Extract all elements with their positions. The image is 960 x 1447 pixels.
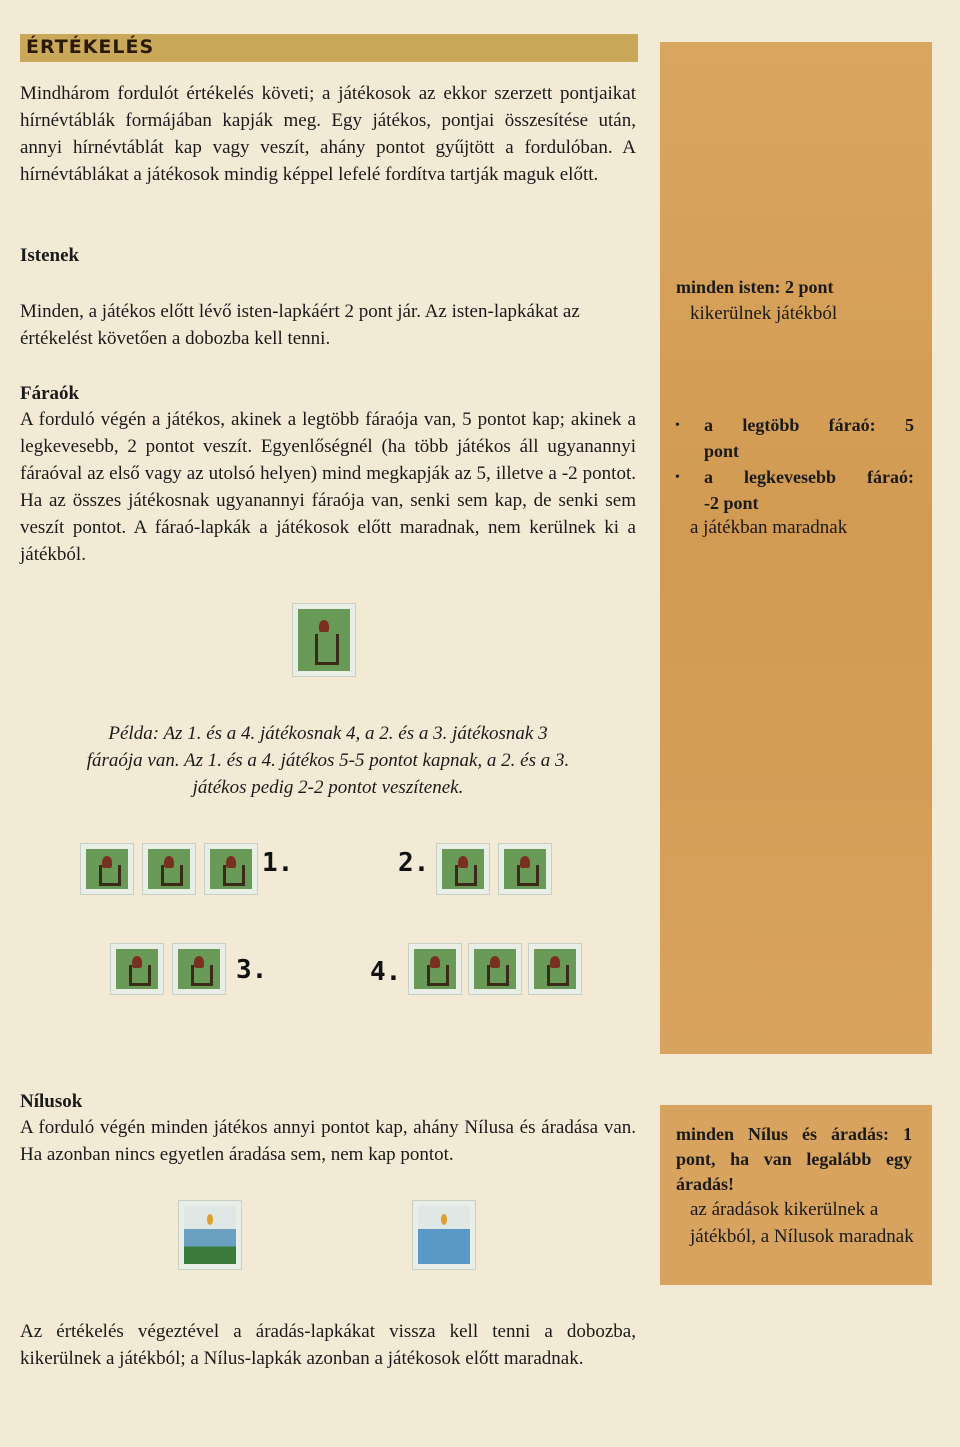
example-line-2: fáraója van. Az 1. és a 4. játékos 5-5 pontot kapnak, a 2. és a 3.	[86, 750, 570, 771]
pharaohs-side-note: a játékban maradnak	[690, 517, 848, 538]
intro-paragraph: Mindhárom fordulót értékelés követi; a játékosok az ekkor szerzett pontjaikat hírnévtáblák formájában kapják meg. Egy játékos, pontjai összesítése után, annyi hírnévtáblát kap vagy veszít, ahány pontot gyűjtött a fordulóban. A hírnévtáblákat a játékosok mindig képpel lefelé fordítva tartják maguk előtt.	[20, 83, 636, 185]
nile-heading: Nílusok	[20, 1091, 83, 1112]
pharaoh-tile-image	[498, 843, 552, 895]
player-label-3: 3.	[236, 955, 268, 985]
gods-heading: Istenek	[20, 245, 80, 266]
gods-paragraph: Minden, a játékos előtt lévő isten-lapkáért 2 pont jár. Az isten-lapkákat az értékelést követően a dobozba kell tenni.	[20, 301, 580, 349]
gods-side-note: kikerülnek játékból	[690, 303, 838, 324]
pharaoh-tile-image	[110, 943, 164, 995]
flood-tile-image	[412, 1200, 476, 1270]
pharaohs-heading: Fáraók	[20, 383, 80, 404]
player-label-1: 1.	[262, 848, 294, 878]
nile-tile-image	[178, 1200, 242, 1270]
bullet-icon: •	[675, 418, 680, 433]
section-title: ÉRTÉKELÉS	[26, 36, 155, 58]
player-label-4: 4.	[370, 957, 402, 987]
pharaoh-tile-image	[408, 943, 462, 995]
pharaohs-side-most-unit: pont	[704, 441, 740, 461]
gods-side-rule: minden isten: 2 pont	[676, 277, 834, 297]
pharaoh-tile-image	[528, 943, 582, 995]
pharaoh-tile-image	[468, 943, 522, 995]
pharaohs-paragraph: A forduló végén a játékos, akinek a legtöbb fáraója van, 5 pontot kap; akinek a legkevesebb, 2 pontot veszít. Egyenlőségnél (ha több játékos áll ugyanannyi fáraóval az első vagy az utolsó helyen) mind megkapják az 5, illetve a -2 pontot. Ha az összes játékosnak ugyanannyi fáraója van, senki sem kap, de senki sem veszít pontot. A fáraó-lapkák a játékosok előtt maradnak, nem kerülnek ki a játékból.	[20, 409, 636, 565]
pharaohs-side-least: a legkevesebb fáraó:	[704, 467, 914, 487]
pharaoh-tile-image	[204, 843, 258, 895]
pharaohs-side-least-unit: -2 pont	[704, 493, 759, 513]
nile-paragraph: A forduló végén minden játékos annyi pontot kap, ahány Nílusa és áradása van. Ha azonban nincs egyetlen áradása sem, nem kap pontot.	[20, 1117, 636, 1165]
pharaoh-tile-image	[80, 843, 134, 895]
example-line-3: játékos pedig 2-2 pontot veszítenek.	[192, 777, 464, 798]
bullet-icon: •	[675, 470, 680, 485]
pharaoh-tile-image	[172, 943, 226, 995]
closing-paragraph: Az értékelés végeztével a áradás-lapkákat vissza kell tenni a dobozba, kikerülnek a játékból; a Nílus-lapkák azonban a játékosok előtt maradnak.	[20, 1321, 636, 1369]
sidebar-panel-top	[660, 42, 932, 1054]
pharaoh-tile-image	[436, 843, 490, 895]
pharaoh-tile-image	[292, 603, 356, 677]
nile-side-rule: minden Nílus és áradás: 1 pont, ha van legalább egy áradás!	[676, 1124, 912, 1194]
example-line-1: Példa: Az 1. és a 4. játékosnak 4, a 2. és a 3. játékosnak 3	[108, 723, 548, 744]
pharaohs-side-most: a legtöbb fáraó: 5	[704, 415, 914, 435]
pharaoh-tile-image	[142, 843, 196, 895]
player-label-2: 2.	[398, 848, 430, 878]
nile-side-note: az áradások kikerülnek a játékból, a Nílusok maradnak	[690, 1199, 914, 1247]
section-header	[20, 34, 638, 62]
